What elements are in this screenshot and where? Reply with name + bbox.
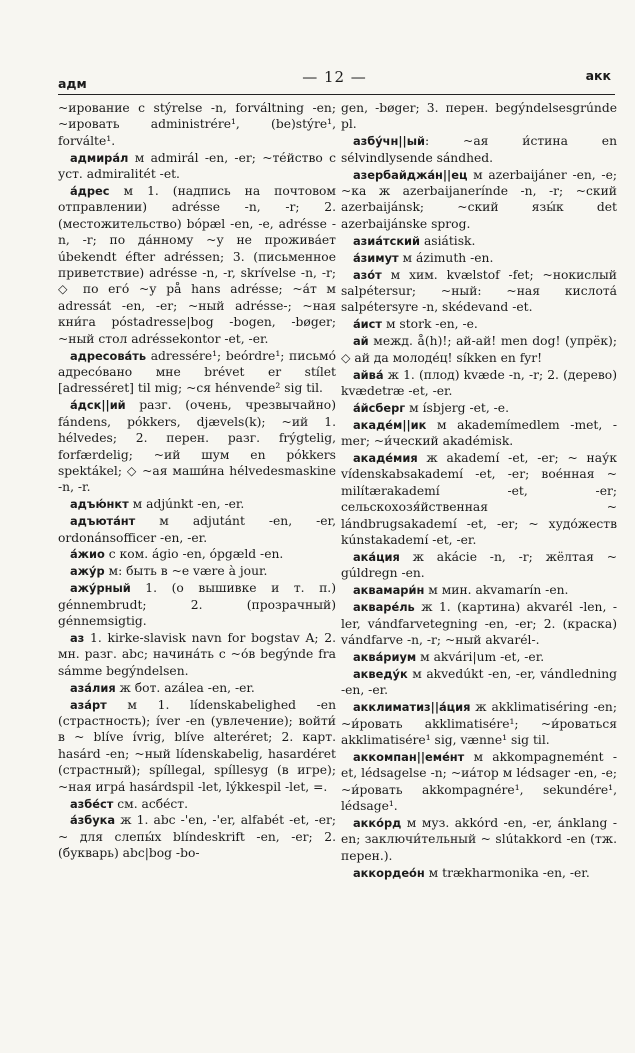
entry-headword: а́дрес [70,184,110,199]
entry-definition: adressére¹; beórdre¹; письмо́ адресо́вано мне brévet er stílet [adresséret] til mig; ~ся hénvende² sig til. [58,348,336,396]
dictionary-entry [58,630,336,679]
dictionary-entry [58,183,336,347]
entry-definition: м stork -en, -e. [382,317,478,332]
entry-definition: ж бот. azálea -en, -er. [115,680,255,695]
entry-headword: аккомпан||еме́нт [353,749,465,764]
entry-definition: м azerbaijáner -en, -e; ~ка ж azerbaijanerínde -n, -r; ~ский azerbaijánsk; ~ский язы́к det azerbaijánske sprog. [341,167,617,231]
dictionary-entry [341,815,617,864]
entry-headword: азербайджа́н||ец [353,167,468,182]
dictionary-entry [341,417,617,450]
dictionary-entry [58,812,336,861]
left-column [58,100,336,862]
dictionary-entry [58,348,336,397]
entry-headword: акаде́м||ик [353,417,427,432]
entry-continuation: gen, -bøger; 3. перен. begýndelsesgrúnde pl. [341,101,617,132]
entry-definition: м akademímedlem -met, -mer; ~и́ческий akadémisk. [341,417,617,449]
entry-headword: акклиматиз||а́ция [353,700,471,715]
entry-headword: азо́т [353,267,382,282]
entry-continuation: ~ирование [58,101,130,115]
dictionary-entry [341,267,617,316]
entry-headword: а́ист [353,317,383,332]
dictionary-entry [341,649,617,665]
dictionary-entry [341,599,617,648]
entry-definition: м ázimuth -en. [398,250,494,265]
entry-headword: аквамари́н [353,583,425,598]
entry-headword: акко́рд [353,815,402,830]
entry-definition: м trækharmonika -en, -er. [424,865,590,880]
entry-definition: м хим. kvælstof -fet; ~нокислый salpétersur; ~ный: ~ная кислота́ salpétersyre -n, skédevand -et. [341,267,617,315]
dictionary-entry [58,697,336,795]
dictionary-entry [58,563,336,579]
entry-definition: asiátisk. [420,233,476,248]
entry-headword: адъюта́нт [70,514,136,529]
entry-definition: м akvedúkt -en, -er, vándledning -en, -er. [341,666,617,698]
entry-definition: ж akademí -et, -er; ~ нау́к vídenskabsakademí -et, -er; вое́нная ~ milítærakademí -et, -er; сельскохозя́йственная ~ lándbrugsakademí -et, -er; ~ худо́жеств kúnstakademí -et, -er. [341,451,617,548]
entry-definition: ж akklimatiséring -en; ~и́ровать akklimatisére¹; ~и́роваться akklimatisére¹ sig, vænne¹ sig til. [341,700,617,747]
entry-headword: азбу́чн||ый [353,134,425,149]
entry-headword: акваре́ль [353,600,415,615]
entry-headword: аква́риум [353,649,417,664]
dictionary-entry [58,796,336,812]
left-guide-word: адм [58,76,87,91]
dictionary-entry [58,100,336,149]
dictionary-entry [341,582,617,598]
entry-headword: акведу́к [353,666,408,681]
entry-definition: с stýrelse -n, forváltning -en; ~ировать administrére¹, (be)stýre¹, forválte¹. [58,101,336,148]
dictionary-entry [341,450,617,548]
right-column [341,100,617,882]
dictionary-entry [341,100,617,133]
entry-definition: м adjúnkt -en, -er. [128,497,245,512]
entry-definition: м муз. akkórd -en, -er, ánklang -en; заключи́тельный ~ slútakkord -en (тж. перен.). [341,815,617,863]
entry-definition: м: быть в ~е være à jour. [104,564,268,579]
dictionary-entry [341,367,617,400]
dictionary-entry [58,580,336,629]
dictionary-entry [341,865,617,881]
page-number: — 12 — [302,68,367,86]
header-rule [58,94,615,95]
entry-definition: м admirál -en, -er; ~тéйство с уст. admiralitét -et. [58,150,336,182]
entry-definition: ж akácie -n, -r; жёлтая ~ gúldregn -en. [341,549,617,581]
right-guide-word: акк [585,68,611,83]
entry-headword: адъю́нкт [70,497,129,512]
page-header [58,66,611,94]
entry-headword: а́збука [70,813,116,828]
entry-headword: а́дск||ий [70,398,126,413]
entry-headword: а́жио [70,547,105,562]
entry-headword: а́йсберг [353,400,406,415]
dictionary-entry [341,133,617,166]
entry-headword: аз [70,631,85,645]
entry-definition: м мин. akvamarín -en. [424,583,569,598]
dictionary-entry [58,397,336,495]
entry-headword: аза́лия [70,680,116,695]
entry-headword: адмира́л [70,150,129,165]
entry-headword: азбе́ст [70,796,114,811]
dictionary-entry [58,680,336,696]
entry-headword: ака́ция [353,549,400,564]
entry-definition: ж 1. abc -'en, -'er, alfabét -et, -er; ~ для слепы́х blíndeskrift -en, -er; 2. (букварь) abc|bog -bo- [58,813,336,861]
entry-definition: 1. kirke-slavisk navn for bogstav A; 2. мн. разг. abc; начина́ть с ~о́в begýnde fra sámme begýndelsen. [58,631,336,678]
entry-definition: м 1. (надпись на почтовом отправлении) adrésse -n, -r; 2. (местожительство) bópæl -en, -e, adrésse -n, -r; по да́нному ~у не прожива́ет úbekendt éfter adréssen; 3. (письменное приветствие) adrésse -n, -r, skrívelse -n, -r; ◇ по его́ ~у på hans adrésse; ~а́т м adressát -en, -er; ~ный adrésse-; ~ная кни́га póstadresse|bog -bogen, -bøger; ~ный стол adréssekontor -et, -er. [58,184,336,346]
entry-headword: ай [353,334,369,349]
entry-definition: м akvári|um -et, -er. [416,649,545,664]
entry-headword: азиа́тский [353,233,421,248]
dictionary-entry [341,250,617,266]
entry-headword: аккордео́н [353,865,425,880]
entry-headword: аза́рт [70,697,107,712]
dictionary-entry [341,167,617,233]
dictionary-entry [341,316,617,332]
entry-definition: с ком. ágio -en, ópgæld -en. [104,547,284,562]
entry-definition: м akkompagnemént -et, lédsagelse -n; ~иа́тор м lédsager -en, -e; ~и́ровать akkompagnére¹, sekundére¹, lédsage¹. [341,749,617,814]
dictionary-entry [341,749,617,815]
entry-definition: 1. (о вышивке и т. п.) génnembrudt; 2. (прозрачный) génnemsigtig. [58,581,336,629]
entry-definition: : ~ая и́стина en sélvindlysende sándhed. [341,134,617,165]
entry-headword: ажу́р [70,564,105,579]
entry-definition: ж 1. (картина) akvarél -len, -ler, vándfarvetegning -en, -er; 2. (краска) vándfarve -n, -r; ~ный akvarél-. [341,600,617,647]
entry-definition: ж 1. (плод) kvæde -n, -r; 2. (дерево) kvædetræ -et, -er. [341,367,617,398]
entry-headword: айва́ [353,367,384,382]
dictionary-entry [58,150,336,183]
entry-definition: межд. å(h)!; ай-ай! men dog! (упрёк); ◇ ай да молоде́ц! síkken en fyr! [341,334,617,365]
dictionary-entry [58,496,336,512]
entry-definition: м ísbjerg -et, -e. [405,400,509,415]
dictionary-entry [341,233,617,249]
dictionary-entry [341,333,617,366]
dictionary-entry [341,549,617,582]
dictionary-entry [58,546,336,562]
entry-definition: м adjutánt -en, -er, ordonánsofficer -en, -er. [58,514,336,545]
entry-headword: ажу́рный [70,581,131,596]
dictionary-entry [58,513,336,546]
entry-headword: адресова́ть [70,348,147,363]
dictionary-entry [341,699,617,748]
entry-definition: разг. (очень, чрезвычайно) fándens, pókkers, djævels(k); ~ий 1. hélvedes; 2. перен. разг. frýgtelig, forfærdelig; ~ий шум en pókkers spektákel; ◇ ~ая маши́на hélvedesmaskine -n, -r. [58,398,336,495]
entry-headword: а́зимут [353,250,399,265]
dictionary-entry [341,400,617,416]
dictionary-entry [341,666,617,699]
entry-headword: акаде́мия [353,451,418,466]
entry-definition: м 1. lídenskabelighed -en (страстность); íver -en (увлечение); войти́ в ~ blíve ívrig, blíve alteréret; 2. карт. hasárd -en; ~ный lídenskabelig, hasardéret (страстный); spíllegal, spíllesyg (в игре); ~ная игра́ hasárdspil -let, lýkkespil -let, =. [58,697,336,794]
entry-definition: см. асбе́ст. [113,796,189,811]
